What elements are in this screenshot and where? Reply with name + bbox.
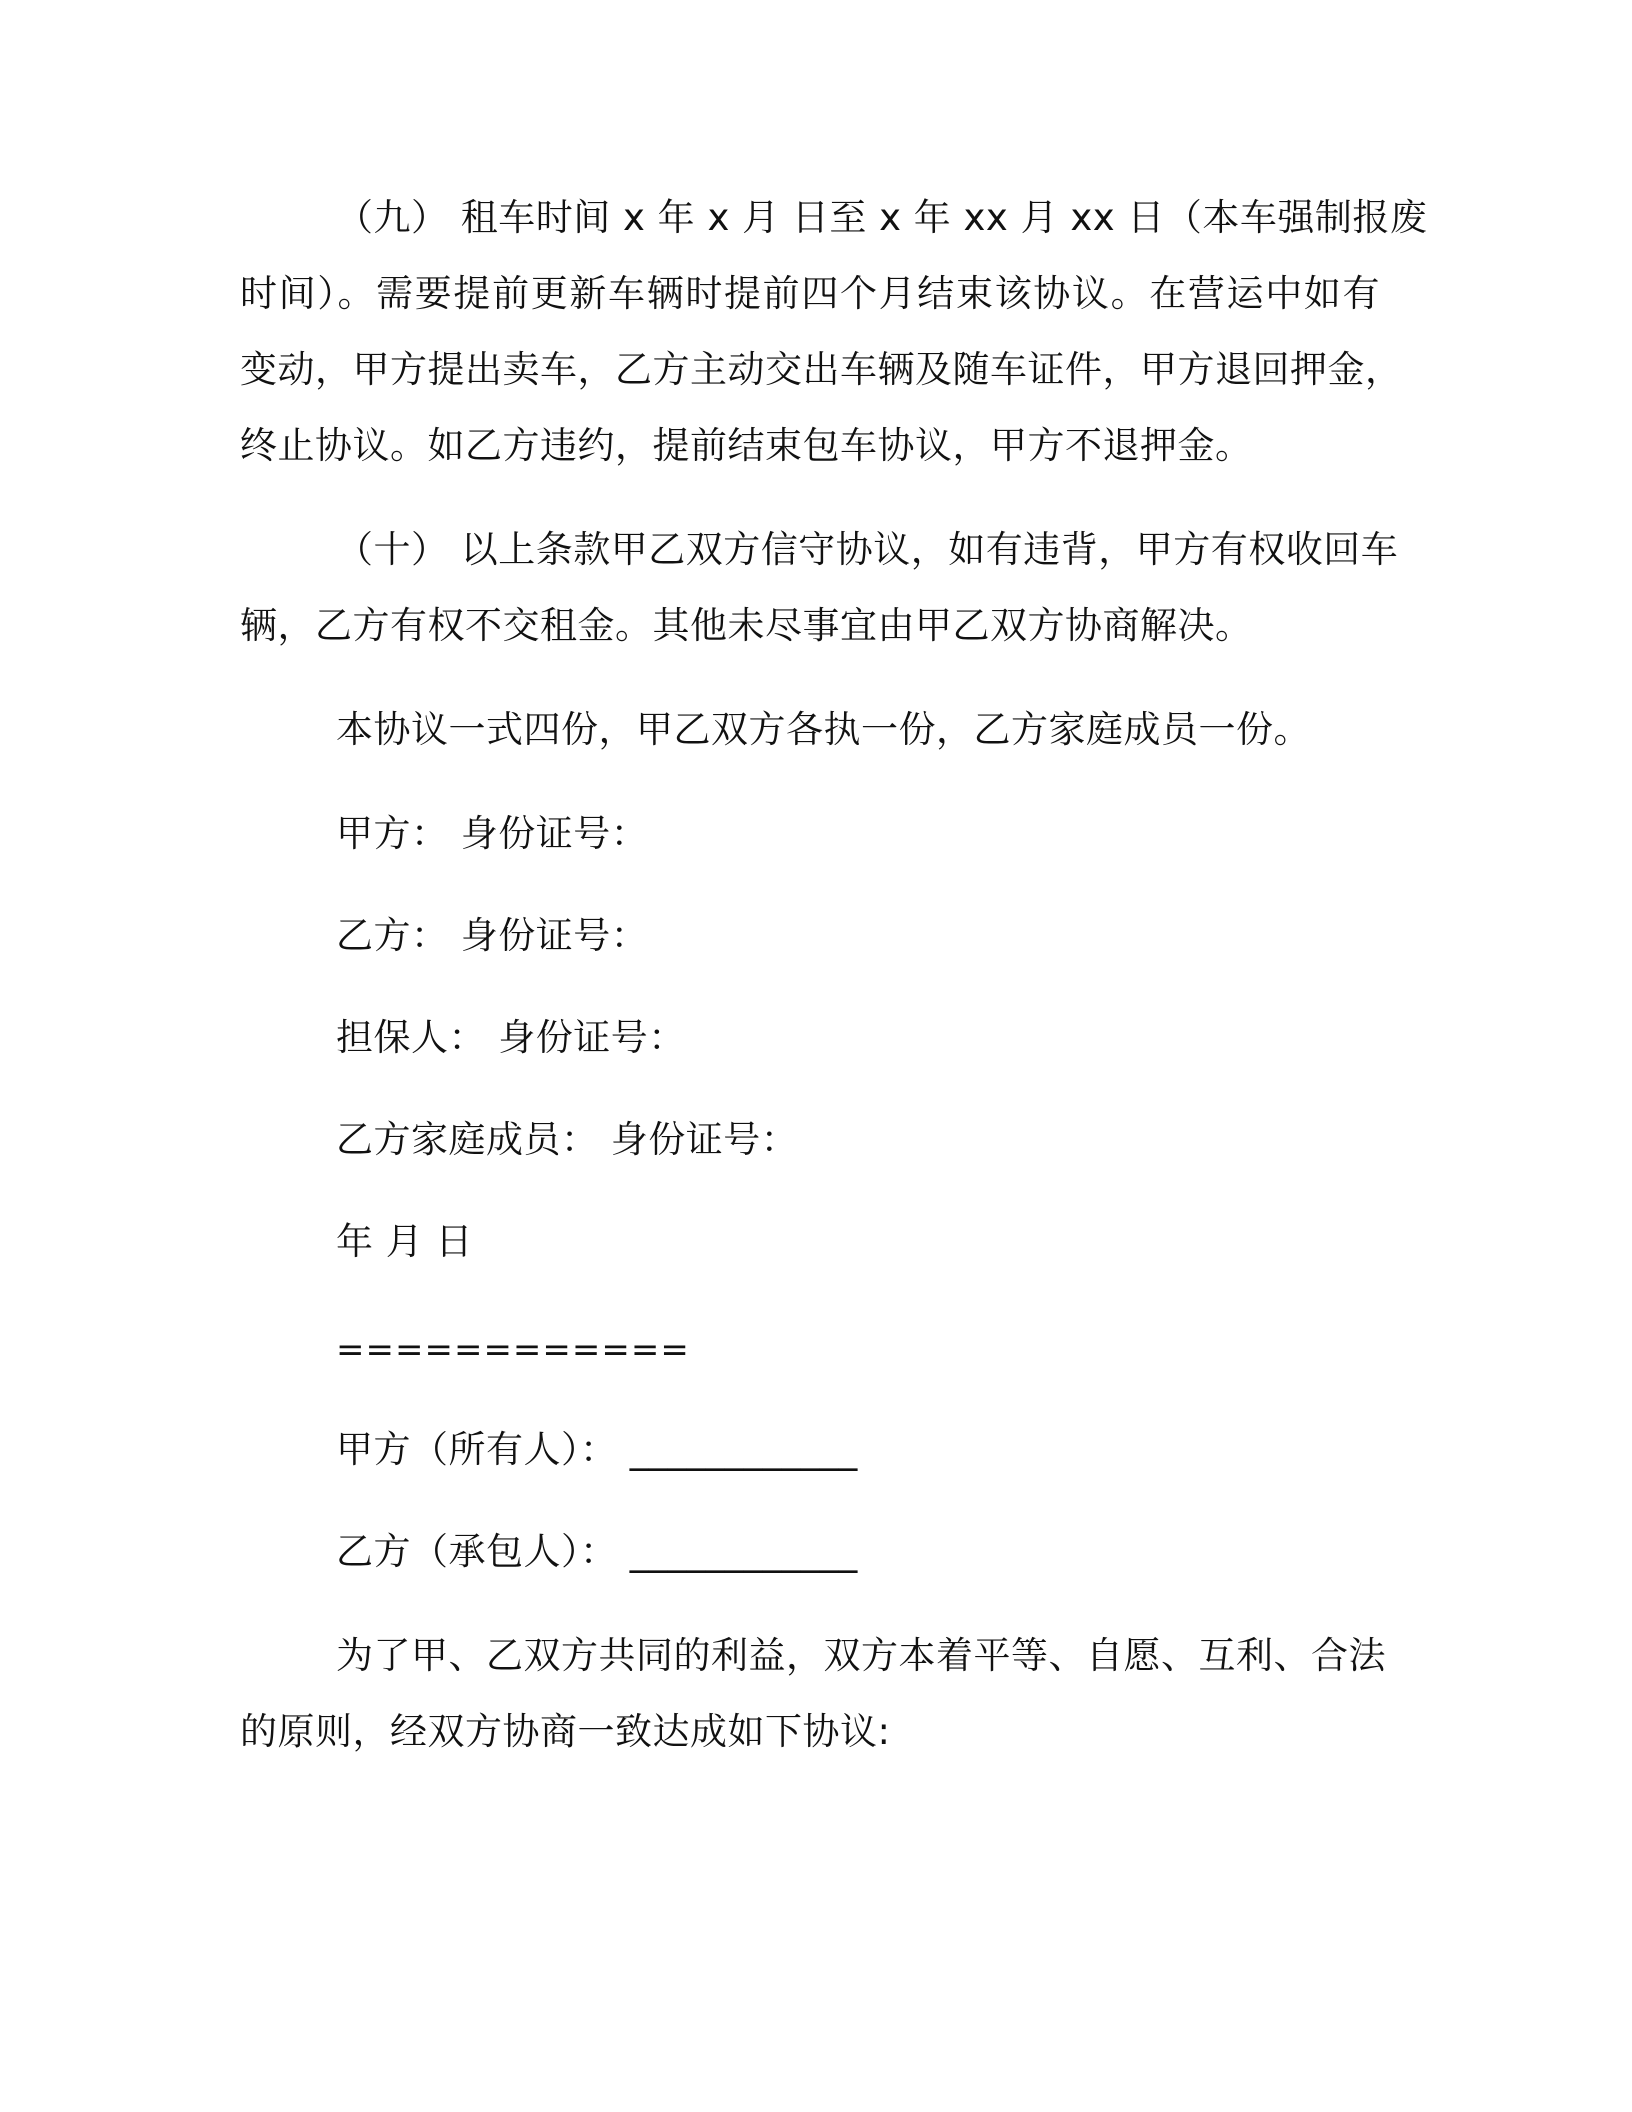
preamble-line-1: 为了甲、乙双方共同的利益，双方本着平等、自愿、互利、合法: [336, 1634, 1386, 1677]
preamble-line-2: 的原则，经双方协商一致达成如下协议:: [240, 1710, 891, 1753]
clause-ten-line-2: 辆，乙方有权不交租金。其他未尽事宜由甲乙双方协商解决。: [240, 604, 1253, 647]
copies-note: 本协议一式四份，甲乙双方各执一份，乙方家庭成员一份。: [336, 708, 1311, 751]
clause-ten-line-1: （十） 以上条款甲乙双方信守协议，如有违背，甲方有权收回车: [336, 528, 1399, 571]
contractor-line: 乙方（承包人）： ____________: [336, 1530, 858, 1573]
clause-nine-line-2: 时间）。需要提前更新车辆时提前四个月结束该协议。在营运中如有: [240, 272, 1380, 315]
family-member-signature-line: 乙方家庭成员： 身份证号：: [336, 1118, 799, 1161]
party-b-signature-line: 乙方： 身份证号：: [336, 914, 649, 957]
clause-nine-line-3: 变动，甲方提出卖车，乙方主动交出车辆及随车证件，甲方退回押金，: [240, 348, 1403, 391]
party-a-signature-line: 甲方： 身份证号：: [336, 812, 649, 855]
date-line: 年 月 日: [336, 1220, 474, 1263]
separator-line: ============: [336, 1330, 690, 1370]
guarantor-signature-line: 担保人： 身份证号：: [336, 1016, 686, 1059]
clause-nine-line-4: 终止协议。如乙方违约，提前结束包车协议，甲方不退押金。: [240, 424, 1253, 467]
owner-line: 甲方（所有人）： ____________: [336, 1428, 858, 1471]
clause-nine-line-1: （九） 租车时间 x 年 x 月 日至 x 年 xx 月 xx 日（本车强制报废: [336, 196, 1428, 239]
